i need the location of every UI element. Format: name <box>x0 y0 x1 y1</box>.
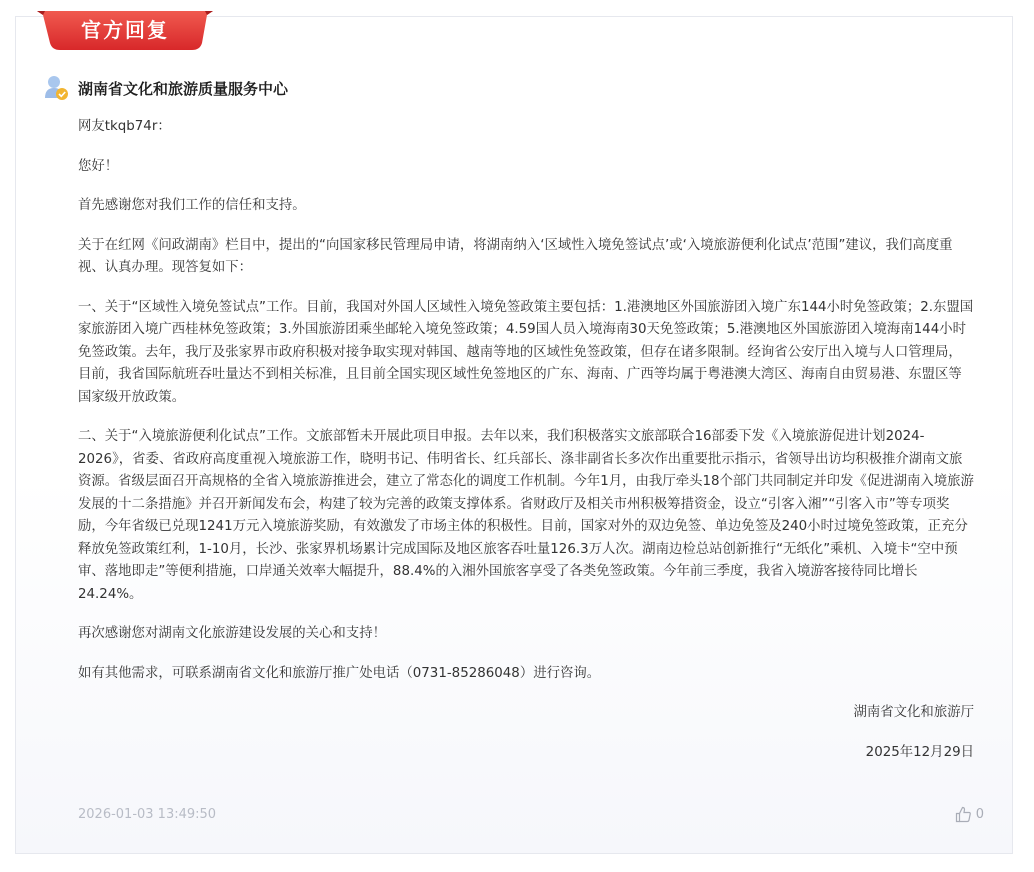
reply-paragraph: 二、关于“入境旅游便利化试点”工作。文旅部暂未开展此项目申报。去年以来，我们积极落实文旅部联合16部委下发《入境旅游促进计划2024-2026》，省委、省政府高度重视入境旅游工作，晓明书记、伟明省长、红兵部长、涤非副省长多次作出重要批示指示，省领导出访均积极推介湖南文旅资源。省级层面召开高规格的全省入境旅游推进会，建立了常态化的调度工作机制。今年1月，由我厅牵头18个部门共同制定并印发《促进湖南入境旅游发展的十二条措施》并召开新闻发布会，构建了较为完善的政策支撑体系。省财政厅及相关市州积极筹措资金，设立“引客入湘”“引客入市”等专项奖励，今年省级已兑现1241万元入境旅游奖励，有效激发了市场主体的积极性。目前，国家对外的双边免签、单边免签及240小时过境免签政策，正充分释放免签政策红利，1-10月，长沙、张家界机场累计完成国际及地区旅客吞吐量126.3万人次。湖南边检总站创新推行“无纸化”乘机、入境卡“空中预审、落地即走”等便利措施，口岸通关效率大幅提升，88.4%的入湘外国旅客享受了各类免签政策。今年前三季度，我省入境游客接待同比增长24.24%。 <box>78 429 974 602</box>
reply-paragraph: 再次感谢您对湖南文化旅游建设发展的关心和支持！ <box>78 626 386 641</box>
like-button[interactable] <box>955 806 984 823</box>
official-user-icon <box>44 74 70 102</box>
reply-paragraph: 网友tkqb74r： <box>78 119 171 134</box>
like-count: 0 <box>975 807 984 822</box>
reply-paragraph: 如有其他需求，可联系湖南省文化和旅游厅推广处电话（0731-85286048）进行咨询。 <box>78 665 601 681</box>
reply-org-name: 湖南省文化和旅游质量服务中心 <box>78 79 289 98</box>
signature-org: 湖南省文化和旅游厅 <box>853 705 974 720</box>
badge-label: 官方回复 <box>81 18 169 42</box>
reply-paragraph: 一、关于“区域性入境免签试点”工作。目前，我国对外国人区域性入境免签政策主要包括：1.港澳地区外国旅游团入境广东144小时免签政策；2.东盟国家旅游团入境广西桂林免签政策；3.外国旅游团乘坐邮轮入境免签政策；4.59国人员入境海南30天免签政策；5.港澳地区外国旅游团入境海南144小时免签政策。去年，我厅及张家界市政府积极对接争取实现对韩国、越南等地的区域性免签政策，但存在诸多限制。经询省公安厅出入境与人口管理局，目前，我省国际航班吞吐量达不到相关标准，且目前全国实现区域性免签地区的广东、海南、广西等均属于粤港澳大湾区、海南自由贸易港、东盟区等国家级开放政策。 <box>78 299 974 405</box>
official-reply-badge <box>37 11 213 50</box>
reply-paragraph: 您好！ <box>78 158 119 174</box>
reply-org-header <box>44 74 288 102</box>
reply-paragraph: 关于在红网《问政湖南》栏目中，提出的“向国家移民管理局申请，将湖南纳入‘区域性入境免签试点’或‘入境旅游便利化试点’范围”建议，我们高度重视、认真办理。现答复如下： <box>78 237 953 275</box>
reply-content <box>78 116 974 781</box>
reply-timestamp: 2026-01-03 13:49:50 <box>78 807 217 822</box>
signature-date: 2025年12月29日 <box>865 744 974 760</box>
thumbs-up-icon[interactable] <box>955 806 972 823</box>
reply-paragraph: 首先感谢您对我们工作的信任和支持。 <box>78 198 306 213</box>
